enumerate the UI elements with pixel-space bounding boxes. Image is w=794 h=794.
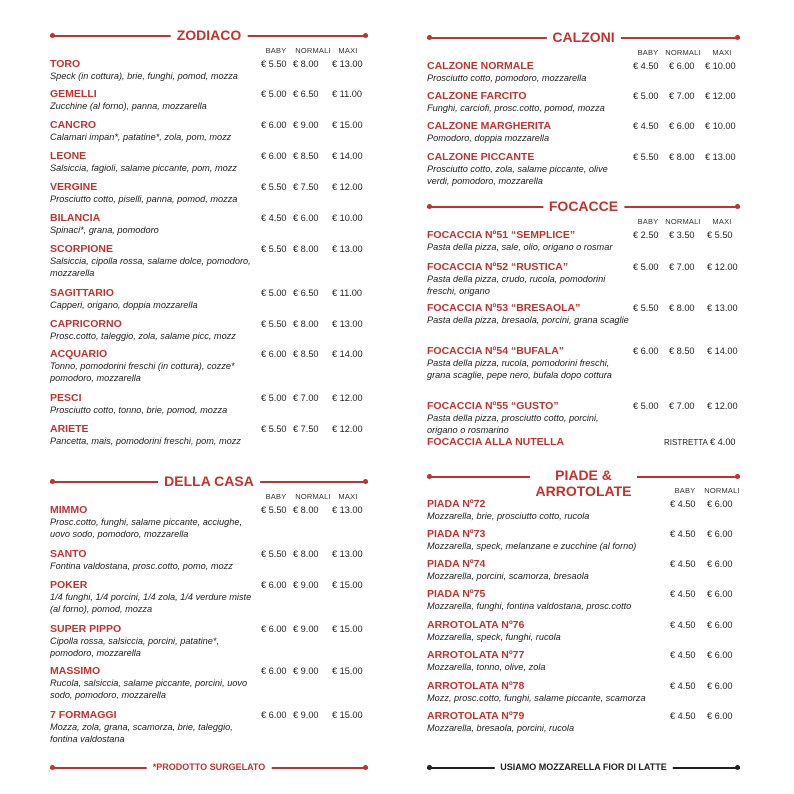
menu-item: [50, 709, 368, 745]
menu-item-price: € 15.00: [332, 710, 363, 720]
footer-right: [427, 759, 740, 775]
menu-item: [50, 212, 368, 237]
menu-item-name: ACQUARIO: [50, 348, 108, 360]
menu-item-price: € 13.00: [707, 303, 738, 313]
menu-item-price: € 10.00: [705, 121, 736, 131]
menu-item-price: € 6.00: [707, 559, 733, 569]
menu-item-price: € 15.00: [332, 580, 363, 590]
size-label-normali: NORMALI: [665, 217, 701, 226]
menu-item-price: € 4.50: [670, 650, 696, 660]
menu-item-description: Prosciutto cotto, piselli, panna, pomod, mozza: [50, 194, 238, 204]
menu-item-price: € 6.50: [293, 89, 319, 99]
menu-item: [50, 318, 368, 343]
menu-item: [427, 151, 740, 187]
menu-item-price: € 7.50: [293, 424, 319, 434]
menu-item: [427, 345, 740, 381]
menu-item-price: € 11.00: [332, 89, 362, 99]
menu-item-name: GEMELLI: [50, 88, 97, 100]
calzoni-section: [427, 26, 740, 186]
mozzarella-note: USIAMO MOZZARELLA FIOR DI LATTE: [494, 759, 672, 775]
menu-item-price: € 2.50: [633, 230, 659, 240]
menu-item: [50, 392, 368, 417]
della-casa-header: [50, 470, 368, 492]
menu-item-description: Pasta della pizza, rucola, pomodorini freschi, grana scaglie, pepe nero, bufala dopo cottura: [427, 358, 612, 380]
menu-item-price: € 5.00: [261, 288, 287, 298]
menu-item: [427, 710, 740, 735]
menu-item-description: Rucola, salsiccia, salame piccante, porcini, uovo sodo, pomodoro, mozzarella: [50, 678, 248, 700]
menu-item-name: CANCRO: [50, 119, 97, 131]
menu-item-description: Mozzarella, speck, melanzane e zucchine (al forno): [427, 541, 637, 551]
menu-item: [427, 528, 740, 553]
menu-item-price: € 5.50: [261, 505, 287, 515]
della-casa-section: [50, 470, 368, 744]
menu-item-price: € 13.00: [332, 59, 363, 69]
menu-item-description: Speck (in cottura), brie, funghi, pomod, mozza: [50, 71, 238, 81]
menu-item-name: SUPER PIPPO: [50, 623, 122, 635]
calzoni-header: [427, 26, 740, 48]
menu-item-description: Calamari impan*, patatine*, zola, pom, mozz: [50, 132, 232, 142]
menu-item-name: SANTO: [50, 548, 87, 560]
menu-item-price: € 5.50: [261, 424, 287, 434]
menu-item-description: Mozzarella, brie, prosciutto cotto, rucola: [427, 511, 590, 521]
menu-item-description: Mozza, zola, grana, scamorza, brie, taleggio, fontina valdostana: [50, 722, 233, 744]
menu-item-price: € 5.00: [261, 89, 287, 99]
menu-item: [427, 619, 740, 644]
menu-item-price: € 6.00: [261, 120, 287, 130]
menu-item-price: € 8.00: [669, 303, 695, 313]
menu-item: [427, 302, 740, 327]
size-label-maxi: MAXI: [712, 217, 732, 226]
menu-item-name: 7 FORMAGGI: [50, 709, 117, 721]
menu-item-price: € 4.50: [633, 121, 659, 131]
menu-item-price: € 6.00: [261, 151, 287, 161]
menu-item-price: € 12.00: [705, 91, 736, 101]
menu-item: [50, 623, 368, 659]
menu-item-price: € 6.00: [669, 61, 695, 71]
menu-item-name: ARROTOLATA Nº78: [427, 680, 525, 692]
menu-item-description: Pasta della pizza, sale, olio, origano o rosmar: [427, 242, 613, 252]
menu-item: [427, 649, 740, 674]
menu-item: [50, 243, 368, 279]
menu-item-description: Prosc.cotto, funghi, salame piccante, acciughe, uovo sodo, pomodoro, mozzarella: [50, 517, 243, 539]
menu-item-description: Pasta della pizza, crudo, rucola, pomodorini freschi, origano: [427, 274, 606, 296]
menu-item: [427, 261, 740, 297]
menu-item-price: € 6.00: [293, 213, 319, 223]
menu-item: [50, 287, 368, 312]
menu-item-price: € 7.00: [669, 401, 695, 411]
menu-item-price: € 6.00: [261, 710, 287, 720]
menu-item: [427, 120, 740, 145]
menu-item-price: € 8.50: [293, 151, 319, 161]
menu-item-price: € 15.00: [332, 666, 363, 676]
menu-item-description: Zucchine (al forno), panna, mozzarella: [50, 101, 207, 111]
menu-item-price: € 13.00: [332, 505, 363, 515]
menu-item: [50, 119, 368, 144]
menu-item-price: € 4.50: [670, 711, 696, 721]
menu-item-description: Mozzarella, tonno, olive, zola: [427, 662, 546, 672]
nutella-price: € 4.00: [710, 437, 736, 447]
menu-item: [427, 498, 740, 523]
menu-item-name: POKER: [50, 579, 88, 591]
menu-item-price: € 8.00: [293, 505, 319, 515]
menu-item-description: Pancetta, mais, pomodorini freschi, pom, mozz: [50, 436, 241, 446]
menu-item-description: Mozzarella, porcini, scamorza, bresaola: [427, 571, 589, 581]
menu-item-name: PIADA Nº72: [427, 498, 486, 510]
menu-item-price: € 8.00: [669, 152, 695, 162]
menu-item-name: FOCACCIA Nº51 “SEMPLICE”: [427, 229, 576, 241]
menu-item-description: Tonno, pomodorini freschi (in cottura), cozze* pomodoro, mozzarella: [50, 361, 235, 383]
menu-item-price: € 9.00: [293, 710, 319, 720]
menu-item-name: BILANCIA: [50, 212, 101, 224]
menu-item: [50, 181, 368, 206]
menu-item-price: € 5.50: [633, 303, 659, 313]
menu-item-price: € 13.00: [332, 319, 363, 329]
menu-item-price: € 8.00: [293, 244, 319, 254]
menu-item-name: ARROTOLATA Nº77: [427, 649, 525, 661]
menu-item-description: Capperi, origano, doppia mozzarella: [50, 300, 198, 310]
size-label-maxi: MAXI: [338, 492, 358, 501]
menu-item: [50, 88, 368, 113]
menu-item-price: € 5.50: [261, 182, 287, 192]
size-label-baby: BABY: [674, 486, 696, 495]
menu-item: [50, 548, 368, 573]
focacce-header: [427, 195, 740, 217]
menu-item-price: € 4.50: [670, 559, 696, 569]
zodiaco-section: [50, 24, 368, 446]
menu-item-price: € 15.00: [332, 624, 363, 634]
menu-item: [427, 680, 740, 705]
menu-item-description: Spinaci*, grana, pomodoro: [50, 225, 159, 235]
menu-item-price: € 6.00: [707, 529, 733, 539]
menu-item: [427, 400, 740, 436]
menu-item-price: € 12.00: [707, 262, 738, 272]
menu-item-price: € 7.00: [293, 393, 319, 403]
size-label-normali: NORMALI: [665, 48, 701, 57]
menu-item-name: MASSIMO: [50, 665, 101, 677]
menu-item-price: € 7.00: [669, 262, 695, 272]
menu-item-name: CALZONE NORMALE: [427, 60, 534, 72]
menu-item-name: SCORPIONE: [50, 243, 114, 255]
size-label-baby: BABY: [637, 217, 659, 226]
zodiaco-title: ZODIACO: [171, 24, 248, 46]
menu-item-name: PESCI: [50, 392, 82, 404]
menu-item-price: € 4.50: [670, 589, 696, 599]
menu-item-price: € 10.00: [332, 213, 363, 223]
piade-title-line2: ARROTOLATE: [535, 483, 632, 499]
calzoni-size-labels: [427, 48, 740, 60]
menu-item-price: € 13.00: [332, 549, 363, 559]
menu-item-price: € 4.50: [633, 61, 659, 71]
size-label-maxi: MAXI: [712, 48, 732, 57]
size-label-normali: NORMALI: [704, 486, 740, 495]
menu-item: [50, 504, 368, 540]
menu-item-price: € 9.00: [293, 120, 319, 130]
menu-item-description: Mozzarella, bresaola, porcini, rucola: [427, 723, 575, 733]
menu-item-price: € 5.50: [633, 152, 659, 162]
menu-item-price: € 8.00: [293, 319, 319, 329]
menu-item-description: Cipolla rossa, salsiccia, porcini, patatine*, pomodoro, mozzarella: [50, 636, 220, 658]
menu-item: [50, 150, 368, 175]
menu-item-price: € 5.00: [261, 393, 287, 403]
menu-item-name: CALZONE FARCITO: [427, 90, 527, 102]
menu-item-price: € 12.00: [332, 393, 363, 403]
menu-item-price: € 4.50: [670, 529, 696, 539]
menu-item-price: € 13.00: [332, 244, 363, 254]
menu-item-price: € 7.50: [293, 182, 319, 192]
zodiaco-size-labels: [50, 46, 368, 58]
size-label-normali: NORMALI: [295, 492, 331, 501]
menu-item-price: € 12.00: [332, 182, 363, 192]
menu-item-name: CAPRICORNO: [50, 318, 122, 330]
menu-item: [50, 58, 368, 83]
menu-item: [427, 229, 740, 254]
piade-title-line1: PIADE &: [555, 467, 612, 483]
menu-item-price: € 6.00: [261, 666, 287, 676]
menu-item-price: € 12.00: [332, 424, 363, 434]
menu-item: [427, 558, 740, 583]
menu-item-price: € 6.00: [669, 121, 695, 131]
menu-item: [50, 579, 368, 615]
focacce-section: [427, 195, 740, 448]
size-label-baby: BABY: [265, 46, 287, 55]
menu-item-price: € 9.00: [293, 580, 319, 590]
menu-item-description: 1/4 funghi, 1/4 porcini, 1/4 zola, 1/4 verdure miste (al forno), pomod, mozza: [50, 592, 252, 614]
menu-item-price: € 6.00: [707, 589, 733, 599]
menu-item-price: € 4.50: [261, 213, 287, 223]
zodiaco-header: [50, 24, 368, 46]
menu-item-description: Mozzarella, funghi, fontina valdostana, prosc.cotto: [427, 601, 632, 611]
menu-item: [50, 348, 368, 384]
menu-item-price: € 3.50: [669, 230, 695, 240]
menu-item-price: € 5.50: [261, 59, 287, 69]
menu-item-price: € 7.00: [669, 91, 695, 101]
menu-item-price: € 8.50: [669, 346, 695, 356]
menu-item-price: € 13.00: [705, 152, 736, 162]
menu-item-price: € 4.50: [670, 681, 696, 691]
menu-item-description: Pasta della pizza, bresaola, porcini, grana scaglie: [427, 315, 629, 325]
size-label-normali: NORMALI: [295, 46, 331, 55]
menu-item-name: CALZONE PICCANTE: [427, 151, 535, 163]
menu-item-name: PIADA Nº75: [427, 588, 486, 600]
menu-item-price: € 4.50: [670, 499, 696, 509]
menu-item-description: Salsiccia, cipolla rossa, salame dolce, pomodoro, mozzarella: [50, 256, 251, 278]
size-label-baby: BABY: [637, 48, 659, 57]
menu-item-price: € 10.00: [705, 61, 736, 71]
menu-item-price: € 6.00: [261, 349, 287, 359]
menu-item-price: € 6.00: [261, 624, 287, 634]
menu-item-name: PIADA Nº74: [427, 558, 486, 570]
menu-item-price: € 6.00: [707, 499, 733, 509]
menu-item: [50, 423, 368, 448]
focacce-title: FOCACCE: [543, 195, 624, 217]
menu-item: [427, 588, 740, 613]
menu-item-name: ARROTOLATA Nº76: [427, 619, 525, 631]
menu-item-description: Salsiccia, fagioli, salame piccante, pom, mozz: [50, 163, 237, 173]
menu-item-price: € 6.00: [707, 711, 733, 721]
menu-item-price: € 12.00: [707, 401, 738, 411]
frozen-product-note: *PRODOTTO SURGELATO: [147, 759, 272, 775]
menu-item-price: € 5.50: [261, 549, 287, 559]
size-label-baby: BABY: [265, 492, 287, 501]
menu-item-price: € 5.00: [633, 401, 659, 411]
calzoni-title: CALZONI: [546, 26, 620, 48]
menu-item-price: € 14.00: [332, 349, 363, 359]
menu-item: [427, 60, 740, 85]
footer-left: [50, 759, 368, 775]
piade-size-labels: [427, 486, 740, 498]
menu-item-price: € 6.00: [633, 346, 659, 356]
menu-item-name: PIADA Nº73: [427, 528, 486, 540]
menu-item-price: € 8.50: [293, 349, 319, 359]
focacce-size-labels: [427, 217, 740, 229]
menu-item-price: € 4.50: [670, 620, 696, 630]
size-label-maxi: MAXI: [338, 46, 358, 55]
menu-item-name: FOCACCIA Nº55 “GUSTO”: [427, 400, 559, 412]
menu-item-description: Prosciutto cotto, tonno, brie, pomod, mozza: [50, 405, 228, 415]
nutella-name: FOCACCIA ALLA NUTELLA: [427, 436, 565, 448]
menu-item-price: € 5.00: [633, 91, 659, 101]
menu-item-name: FOCACCIA Nº53 “BRESAOLA”: [427, 302, 581, 314]
menu-item-description: Prosciutto cotto, pomodoro, mozzarella: [427, 73, 587, 83]
menu-item-price: € 5.50: [261, 319, 287, 329]
nutella-item: [427, 436, 740, 449]
menu-item-price: € 14.00: [332, 151, 363, 161]
menu-item-name: ARIETE: [50, 423, 89, 435]
menu-item-price: € 6.00: [707, 681, 733, 691]
menu-item-price: € 8.00: [293, 549, 319, 559]
menu-item-name: VERGINE: [50, 181, 98, 193]
menu-item-description: Pomodoro, doppia mozzarella: [427, 133, 550, 143]
della-casa-title: DELLA CASA: [158, 470, 260, 492]
menu-item: [427, 90, 740, 115]
menu-item-name: SAGITTARIO: [50, 287, 114, 299]
menu-item-name: MIMMO: [50, 504, 88, 516]
menu-item-price: € 14.00: [707, 346, 738, 356]
della-casa-size-labels: [50, 492, 368, 504]
menu-item-name: TORO: [50, 58, 81, 70]
menu-item-price: € 15.00: [332, 120, 363, 130]
menu-item-price: € 6.00: [707, 620, 733, 630]
menu-item-name: FOCACCIA Nº54 “BUFALA”: [427, 345, 565, 357]
menu-item-description: Mozzarella, speck, funghi, rucola: [427, 632, 561, 642]
menu-item-name: FOCACCIA Nº52 “RUSTICA”: [427, 261, 569, 273]
menu-item-price: € 6.50: [293, 288, 319, 298]
menu-item-price: € 9.00: [293, 624, 319, 634]
menu-item-price: € 6.00: [707, 650, 733, 660]
menu-item-description: Prosciutto cotto, zola, salame piccante, olive verdi, pomodoro, mozzarella: [427, 164, 608, 186]
menu-item-price: € 9.00: [293, 666, 319, 676]
menu-item-price: € 5.00: [633, 262, 659, 272]
menu-item-name: CALZONE MARGHERITA: [427, 120, 552, 132]
piade-section: [427, 466, 740, 733]
nutella-size: RISTRETTA: [664, 438, 708, 447]
menu-item-description: Prosc.cotto, taleggio, zola, salame picc, mozz: [50, 331, 236, 341]
menu-item-price: € 5.50: [707, 230, 733, 240]
menu-item-description: Mozz, prosc.cotto, funghi, salame piccante, scamorza: [427, 693, 646, 703]
menu-item-price: € 6.00: [261, 580, 287, 590]
menu-item-description: Funghi, carciofi, prosc.cotto, pomod, mozza: [427, 103, 605, 113]
menu-item-price: € 11.00: [332, 288, 362, 298]
menu-item-name: LEONE: [50, 150, 87, 162]
menu-item-description: Fontina valdostana, prosc.cotto, pomo, mozz: [50, 561, 233, 571]
menu-item-name: ARROTOLATA Nº79: [427, 710, 525, 722]
menu-item-description: Pasta della pizza, prosciutto cotto, porcini, origano o rosmarino: [427, 413, 599, 435]
menu-item: [50, 665, 368, 701]
menu-item-price: € 5.50: [261, 244, 287, 254]
menu-item-price: € 8.00: [293, 59, 319, 69]
